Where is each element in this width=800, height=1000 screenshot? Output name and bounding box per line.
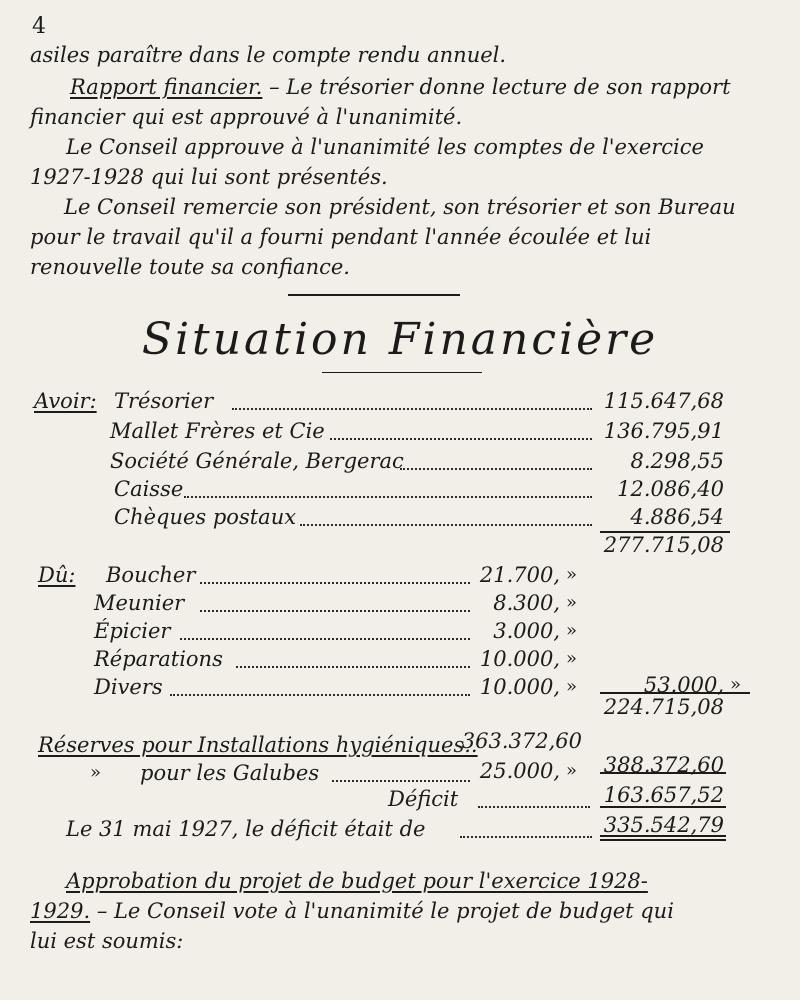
ledger-item-name: Épicier (94, 619, 171, 643)
ditto-mark: » (566, 620, 578, 641)
budget-line3: lui est soumis: (30, 929, 184, 953)
deficit-label: Déficit (388, 787, 459, 811)
leader-dots (332, 780, 470, 782)
net-total: 224.715,08 (603, 695, 724, 719)
budget-text: – Le Conseil vote à l'unanimité le projet de budget qui (96, 899, 674, 923)
ledger-amount: 115.647,68 (603, 389, 724, 413)
double-rule-bottom (600, 839, 726, 841)
ledger-item-name: Boucher (106, 563, 196, 587)
ledger-item-name: Trésorier (114, 389, 214, 413)
ledger-item-name: Chèques postaux (114, 505, 297, 529)
ditto-mark: » (566, 676, 578, 697)
sum-rule (600, 806, 726, 808)
ledger-item-name: Caisse (114, 477, 184, 501)
ledger-amount: 8.300, (493, 591, 560, 615)
ditto-mark: » (730, 674, 742, 695)
leader-dots (478, 806, 590, 808)
reserves-galubes-amount: 25.000, (479, 759, 560, 783)
leader-dots (236, 666, 470, 668)
leader-dots (400, 468, 592, 470)
page-number: 4 (32, 14, 46, 39)
leader-dots (330, 438, 592, 440)
ledger-item-name: Meunier (94, 591, 185, 615)
budget-heading-line2: 1929. (30, 899, 91, 923)
previous-deficit-text: Le 31 mai 1927, le déficit était de (66, 817, 426, 841)
text-line: Le Conseil remercie son président, son trésorier et son Bureau (64, 195, 736, 219)
ledger-amount: 136.795,91 (603, 419, 724, 443)
reserves-amount: 363.372,60 (461, 729, 582, 753)
leader-dots (184, 496, 592, 498)
ledger-item-name: Société Générale, Bergerac (110, 449, 404, 473)
ledger-amount: 10.000, (479, 675, 560, 699)
ledger-amount: 10.000, (479, 647, 560, 671)
ledger-amount: 3.000, (493, 619, 560, 643)
ditto-mark: » (566, 564, 578, 585)
ledger-amount: 4.886,54 (630, 505, 724, 529)
section-title: Situation Financière (141, 314, 659, 365)
leader-dots (232, 408, 592, 410)
text-line: Le Conseil approuve à l'unanimité les comptes de l'exercice (66, 135, 704, 159)
avoir-label: Avoir: (34, 389, 97, 413)
leader-dots (180, 638, 470, 640)
leader-dots (300, 524, 592, 526)
previous-deficit-amount: 335.542,79 (603, 813, 724, 837)
ledger-item-name: Réparations (94, 647, 223, 671)
ditto-mark: » (90, 762, 102, 783)
avoir-total: 277.715,08 (603, 533, 724, 557)
ditto-mark: » (566, 648, 578, 669)
deficit-amount: 163.657,52 (603, 783, 724, 807)
separator-rule (288, 294, 460, 296)
leader-dots (170, 694, 470, 696)
reserves-galubes-label: pour les Galubes (140, 761, 320, 785)
du-label: Dû: (38, 563, 76, 587)
text-line: 1927-1928 qui lui sont présentés. (30, 165, 388, 189)
text-line: asiles paraître dans le compte rendu annuel. (30, 43, 507, 67)
budget-heading-line1: Approbation du projet de budget pour l'exercice 1928- (66, 869, 648, 893)
rapport-text: – Le trésorier donne lecture de son rapport (269, 75, 731, 99)
rapport-financier-heading: Rapport financier. (70, 75, 263, 99)
reserves-label: Réserves pour Installations hygiéniques.. (38, 733, 478, 757)
ledger-amount: 8.298,55 (630, 449, 724, 473)
leader-dots (200, 582, 470, 584)
double-rule-top (600, 835, 726, 837)
ditto-mark: » (566, 760, 578, 781)
rapport-line (70, 74, 731, 100)
sum-rule (600, 772, 726, 774)
text-line: pour le travail qu'il a fourni pendant l'année écoulée et lui (30, 225, 652, 249)
leader-dots (460, 836, 592, 838)
ledger-amount: 21.700, (479, 563, 560, 587)
ledger-item-name: Mallet Frères et Cie (110, 419, 325, 443)
budget-line2 (30, 898, 674, 924)
du-total: 53.000, (643, 673, 724, 697)
leader-dots (200, 610, 470, 612)
ledger-amount: 12.086,40 (617, 477, 724, 501)
ledger-item-name: Divers (94, 675, 163, 699)
text-line: renouvelle toute sa confiance. (30, 255, 350, 279)
text-line: financier qui est approuvé à l'unanimité. (30, 105, 463, 129)
title-underline (322, 372, 482, 373)
ditto-mark: » (566, 592, 578, 613)
reserves-total: 388.372,60 (603, 753, 724, 777)
